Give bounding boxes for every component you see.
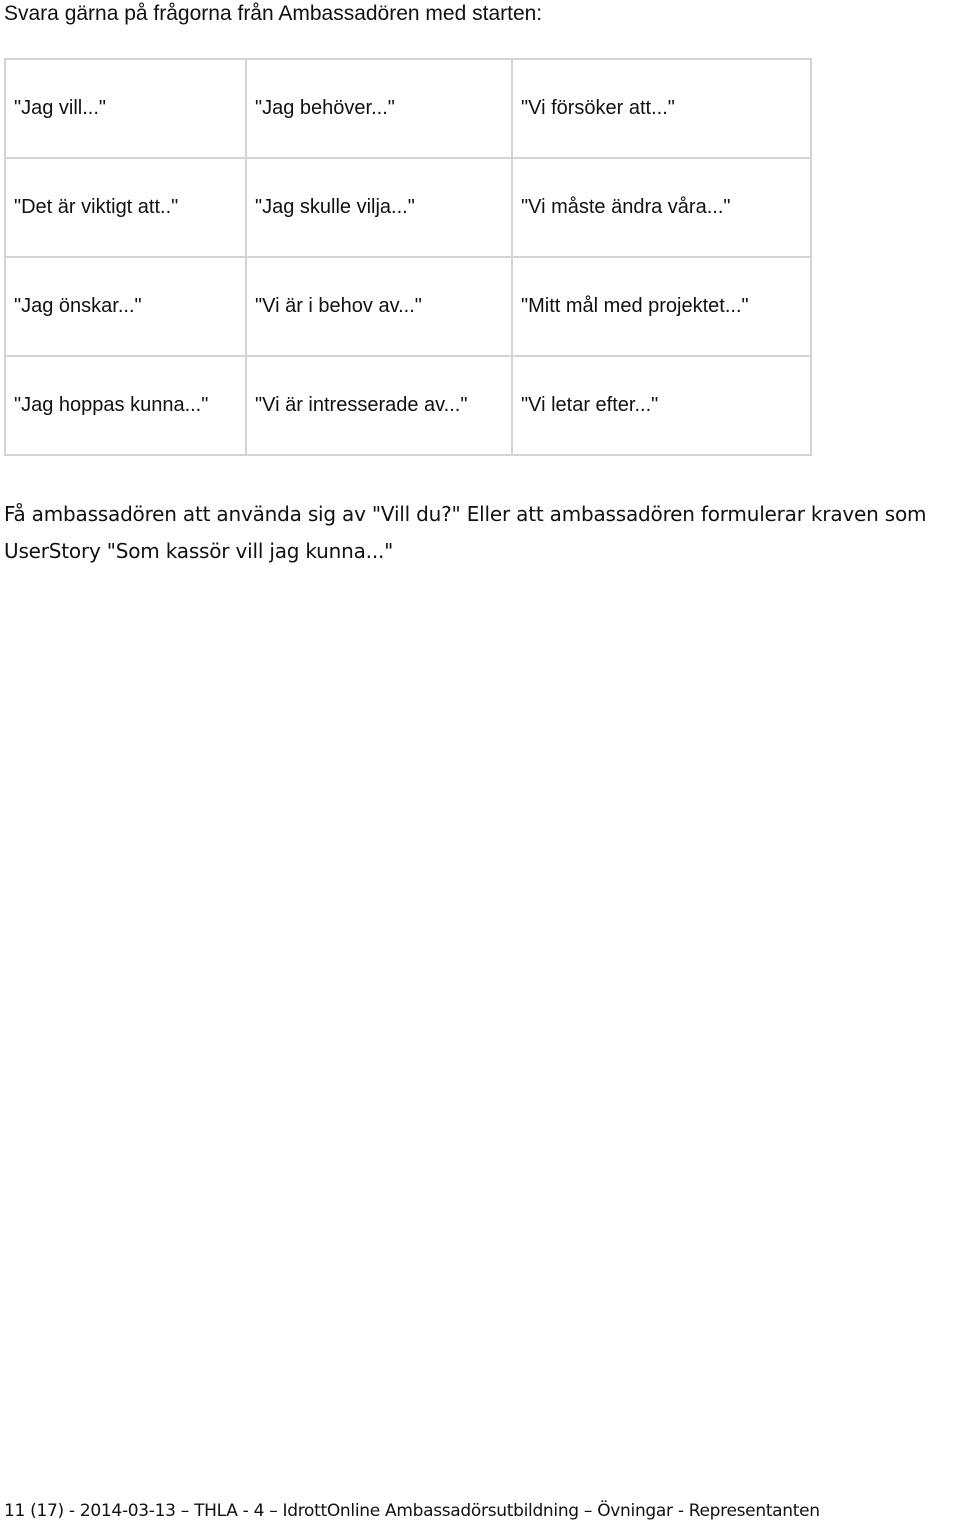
table-cell: "Jag skulle vilja..."	[246, 158, 512, 257]
table-cell: "Jag hoppas kunna..."	[5, 356, 246, 455]
table-cell: "Jag behöver..."	[246, 59, 512, 158]
table-row	[5, 59, 811, 158]
table-cell: "Vi försöker att..."	[512, 59, 811, 158]
table-cell: "Vi är intresserade av..."	[246, 356, 512, 455]
table-cell: "Vi är i behov av..."	[246, 257, 512, 356]
table-cell: "Vi letar efter..."	[512, 356, 811, 455]
table-row	[5, 356, 811, 455]
table-cell: "Jag vill..."	[5, 59, 246, 158]
table-row	[5, 257, 811, 356]
page-heading: Svara gärna på frågorna från Ambassadören med starten:	[4, 2, 543, 25]
table-row	[5, 158, 811, 257]
table-cell: "Mitt mål med projektet..."	[512, 257, 811, 356]
phrase-table	[4, 58, 812, 456]
table-cell: "Det är viktigt att.."	[5, 158, 246, 257]
instruction-paragraph: Få ambassadören att använda sig av "Vill du?" Eller att ambassadören formulerar kraven som UserStory "Som kassör vill jag kunna..."	[4, 502, 927, 563]
page-footer: 11 (17) - 2014-03-13 – THLA - 4 – IdrottOnline Ambassadörsutbildning – Övningar - Representanten	[4, 1501, 820, 1521]
table-cell: "Jag önskar..."	[5, 257, 246, 356]
table-cell: "Vi måste ändra våra..."	[512, 158, 811, 257]
